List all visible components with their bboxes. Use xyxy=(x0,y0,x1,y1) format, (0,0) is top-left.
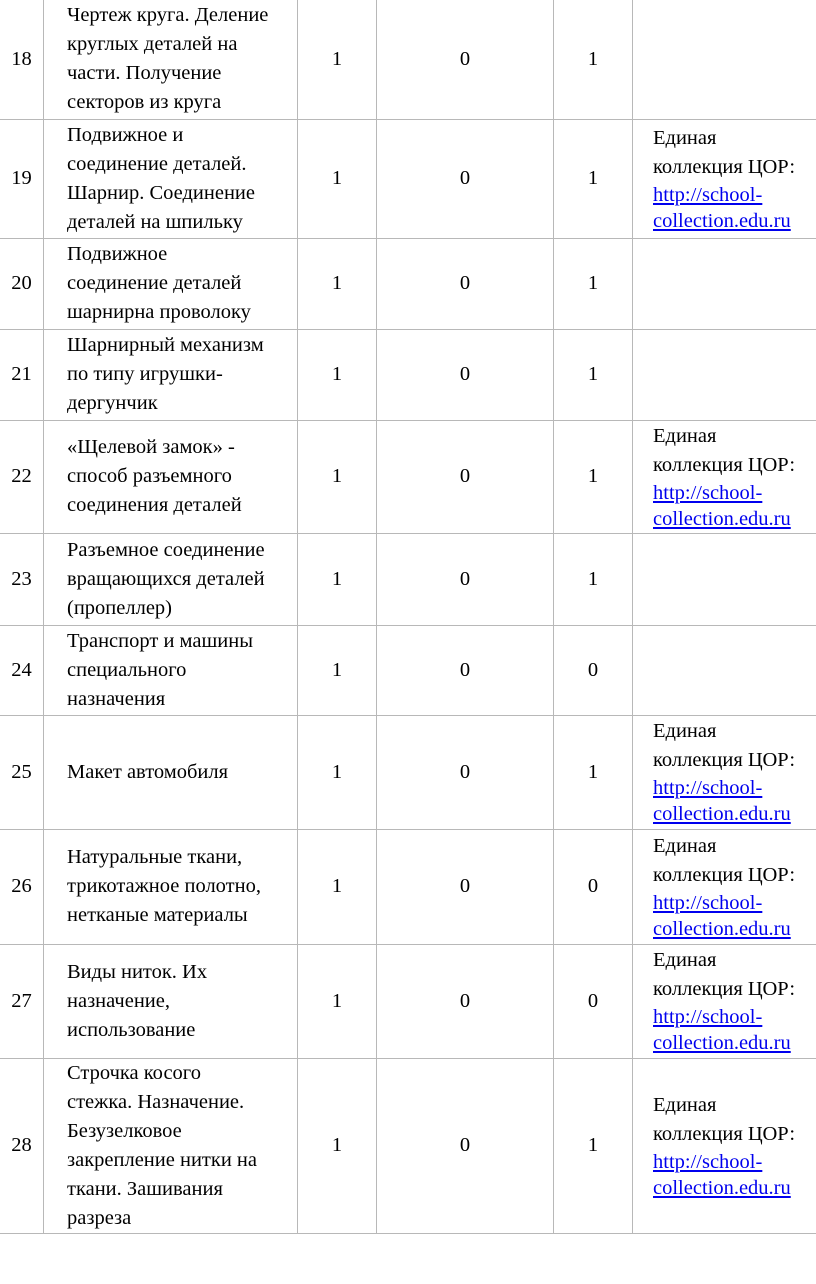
topic-line: нетканые материалы xyxy=(67,904,248,926)
resource-link-line[interactable]: http://school- xyxy=(653,481,763,504)
topic-line: Подвижное xyxy=(67,243,168,265)
lesson-topic xyxy=(44,715,298,829)
resource-link[interactable] xyxy=(653,1149,816,1201)
lesson-number: 28 xyxy=(0,1058,44,1233)
topic-line: шарнирна проволоку xyxy=(67,301,251,323)
resource-link-line[interactable]: http://school- xyxy=(653,1006,763,1028)
hours-practice: 0 xyxy=(554,944,633,1058)
lesson-topic xyxy=(44,1058,298,1233)
topic-line: части. Получение xyxy=(67,62,222,85)
topic-line: способ разъемного xyxy=(67,465,232,487)
hours-total: 1 xyxy=(298,625,377,715)
digital-resource xyxy=(633,1058,816,1233)
resource-link-line[interactable]: http://school- xyxy=(653,1150,763,1173)
resource-link[interactable] xyxy=(653,1004,816,1056)
table-row xyxy=(0,715,816,829)
topic-line: «Щелевой замок» - xyxy=(67,436,235,458)
hours-total: 1 xyxy=(298,829,377,944)
table-row xyxy=(0,944,816,1058)
lesson-topic xyxy=(44,829,298,944)
resource-link-line[interactable]: collection.edu.ru xyxy=(653,507,791,530)
topic-line: Подвижное и xyxy=(67,123,184,146)
digital-resource xyxy=(633,625,816,715)
topic-line: секторов из круга xyxy=(67,91,222,114)
resource-label: Единая xyxy=(653,949,717,971)
hours-practice: 1 xyxy=(554,329,633,420)
topic-line: по типу игрушки- xyxy=(67,363,223,385)
digital-resource xyxy=(633,944,816,1058)
resource-label: коллекция ЦОР: xyxy=(653,863,796,886)
lesson-number: 27 xyxy=(0,944,44,1058)
resource-link[interactable] xyxy=(653,480,816,532)
topic-line: ткани. Зашивания xyxy=(67,1177,223,1200)
hours-practice: 1 xyxy=(554,238,633,329)
lesson-number: 25 xyxy=(0,715,44,829)
resource-link-line[interactable]: collection.edu.ru xyxy=(653,209,791,232)
digital-resource xyxy=(633,533,816,625)
lesson-number: 19 xyxy=(0,119,44,238)
topic-line: Макет автомобиля xyxy=(67,760,229,783)
hours-theory: 0 xyxy=(377,0,554,119)
lesson-topic xyxy=(44,533,298,625)
resource-link[interactable] xyxy=(653,182,816,234)
lesson-topic xyxy=(44,420,298,533)
lesson-number: 18 xyxy=(0,0,44,119)
hours-theory: 0 xyxy=(377,119,554,238)
lesson-topic xyxy=(44,625,298,715)
hours-total: 1 xyxy=(298,0,377,119)
resource-link-line[interactable]: http://school- xyxy=(653,183,763,206)
resource-link-line[interactable]: collection.edu.ru xyxy=(653,1176,791,1199)
lesson-number: 24 xyxy=(0,625,44,715)
hours-total: 1 xyxy=(298,533,377,625)
resource-link-line[interactable]: collection.edu.ru xyxy=(653,1032,791,1054)
table-row xyxy=(0,420,816,533)
resource-link-line[interactable]: collection.edu.ru xyxy=(653,917,791,940)
lesson-number: 26 xyxy=(0,829,44,944)
resource-link-line[interactable]: collection.edu.ru xyxy=(653,803,791,825)
lesson-number: 22 xyxy=(0,420,44,533)
resource-label: коллекция ЦОР: xyxy=(653,749,796,771)
digital-resource xyxy=(633,329,816,420)
resource-label: Единая xyxy=(653,720,717,742)
topic-line: Чертеж круга. Деление xyxy=(67,4,269,27)
table-row xyxy=(0,533,816,625)
lesson-topic xyxy=(44,238,298,329)
topic-line: круглых деталей на xyxy=(67,33,238,56)
topic-line: использование xyxy=(67,1018,196,1041)
hours-theory: 0 xyxy=(377,420,554,533)
hours-total: 1 xyxy=(298,420,377,533)
digital-resource xyxy=(633,715,816,829)
hours-total: 1 xyxy=(298,119,377,238)
topic-line: Разъемное соединение xyxy=(67,538,265,561)
topic-line: соединения деталей xyxy=(67,494,242,516)
hours-total: 1 xyxy=(298,944,377,1058)
table-row xyxy=(0,625,816,715)
resource-link[interactable] xyxy=(653,775,816,827)
lesson-topic xyxy=(44,119,298,238)
hours-total: 1 xyxy=(298,1058,377,1233)
hours-theory: 0 xyxy=(377,625,554,715)
hours-theory: 0 xyxy=(377,944,554,1058)
topic-line: назначение, xyxy=(67,989,170,1012)
digital-resource xyxy=(633,829,816,944)
topic-line: трикотажное полотно, xyxy=(67,875,261,897)
hours-practice: 1 xyxy=(554,420,633,533)
digital-resource xyxy=(633,119,816,238)
resource-label: коллекция ЦОР: xyxy=(653,155,796,178)
hours-practice: 1 xyxy=(554,0,633,119)
hours-total: 1 xyxy=(298,715,377,829)
lesson-number: 23 xyxy=(0,533,44,625)
hours-total: 1 xyxy=(298,329,377,420)
topic-line: соединение деталей xyxy=(67,272,242,294)
topic-line: Строчка косого xyxy=(67,1061,201,1084)
resource-label: Единая xyxy=(653,1093,717,1116)
resource-label: коллекция ЦОР: xyxy=(653,1122,796,1145)
table-row xyxy=(0,1058,816,1233)
digital-resource xyxy=(633,0,816,119)
hours-practice: 0 xyxy=(554,829,633,944)
hours-practice: 0 xyxy=(554,625,633,715)
topic-line: стежка. Назначение. xyxy=(67,1090,245,1113)
lesson-number: 21 xyxy=(0,329,44,420)
digital-resource xyxy=(633,238,816,329)
topic-line: Шарнир. Соединение xyxy=(67,181,255,204)
table-row xyxy=(0,829,816,944)
topic-line: дергунчик xyxy=(67,392,158,414)
resource-label: коллекция ЦОР: xyxy=(653,453,796,476)
resource-link-line[interactable]: http://school- xyxy=(653,777,763,799)
hours-theory: 0 xyxy=(377,533,554,625)
resource-label: коллекция ЦОР: xyxy=(653,978,796,1000)
topic-line: Безузелковое xyxy=(67,1119,182,1142)
resource-label: Единая xyxy=(653,834,717,857)
topic-line: деталей на шпильку xyxy=(67,210,243,233)
resource-label: Единая xyxy=(653,126,717,149)
digital-resource xyxy=(633,420,816,533)
topic-line: назначения xyxy=(67,687,166,710)
topic-line: Виды ниток. Их xyxy=(67,960,208,983)
topic-line: вращающихся деталей xyxy=(67,567,265,590)
hours-total: 1 xyxy=(298,238,377,329)
hours-practice: 1 xyxy=(554,119,633,238)
table-row xyxy=(0,119,816,238)
lesson-topic xyxy=(44,0,298,119)
topic-line: Шарнирный механизм xyxy=(67,334,264,356)
lesson-topic xyxy=(44,329,298,420)
hours-practice: 1 xyxy=(554,715,633,829)
hours-practice: 1 xyxy=(554,533,633,625)
topic-line: соединение деталей. xyxy=(67,152,247,175)
resource-link[interactable] xyxy=(653,890,816,942)
table-row xyxy=(0,0,816,119)
hours-practice: 1 xyxy=(554,1058,633,1233)
hours-theory: 0 xyxy=(377,829,554,944)
topic-line: (пропеллер) xyxy=(67,596,173,619)
resource-label: Единая xyxy=(653,424,717,447)
topic-line: разреза xyxy=(67,1206,132,1229)
topic-line: специального xyxy=(67,658,187,681)
hours-theory: 0 xyxy=(377,715,554,829)
table-row xyxy=(0,329,816,420)
table-row xyxy=(0,238,816,329)
topic-line: закрепление нитки на xyxy=(67,1148,257,1171)
lesson-topic xyxy=(44,944,298,1058)
resource-link-line[interactable]: http://school- xyxy=(653,891,763,914)
topic-line: Транспорт и машины xyxy=(67,629,253,652)
hours-theory: 0 xyxy=(377,238,554,329)
hours-theory: 0 xyxy=(377,329,554,420)
lesson-number: 20 xyxy=(0,238,44,329)
hours-theory: 0 xyxy=(377,1058,554,1233)
topic-line: Натуральные ткани, xyxy=(67,846,243,868)
